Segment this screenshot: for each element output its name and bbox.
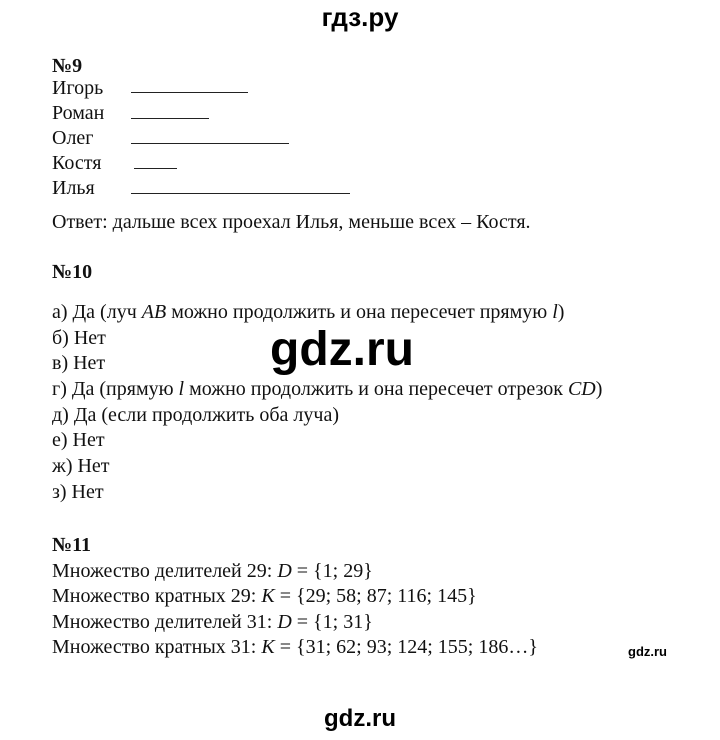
task10-item-v: в) Нет xyxy=(52,352,106,374)
task11-line xyxy=(52,637,538,657)
line-label: Множество кратных 29: xyxy=(52,585,262,607)
variable: l xyxy=(178,378,185,400)
task10-item-zh: ж) Нет xyxy=(52,455,110,477)
line-label: Множество делителей 29: xyxy=(52,560,278,582)
distance-line-kostya xyxy=(134,168,177,169)
task9-title: №9 xyxy=(52,55,83,77)
distance-line-roman xyxy=(131,118,209,119)
task9-name-ilya: Илья xyxy=(52,177,95,199)
distance-line-ilya xyxy=(131,193,350,194)
task11-line xyxy=(52,612,373,632)
item-text: г) Да (прямую xyxy=(52,378,179,400)
item-text: ) xyxy=(557,301,565,323)
variable: l xyxy=(552,301,558,323)
watermark-small: gdz.ru xyxy=(628,644,667,659)
variable: AB xyxy=(141,301,167,323)
set-value: = {31; 62; 93; 124; 155; 186…} xyxy=(274,636,538,658)
variable: D xyxy=(277,560,292,582)
task11-line xyxy=(52,586,477,606)
task9-name-roman: Роман xyxy=(52,102,105,124)
watermark-center: gdz.ru xyxy=(270,323,414,376)
item-text: можно продолжить и она пересечет прямую xyxy=(166,301,553,323)
line-label: Множество делителей 31: xyxy=(52,611,278,633)
task11-title: №11 xyxy=(52,534,91,556)
variable: K xyxy=(261,636,275,658)
set-value: = {29; 58; 87; 116; 145} xyxy=(274,585,477,607)
variable: CD xyxy=(567,378,596,400)
item-text: можно продолжить и она пересечет отрезок xyxy=(184,378,568,400)
task10-item-e: е) Нет xyxy=(52,429,105,451)
task9-name-oleg: Олег xyxy=(52,127,94,149)
site-title: гдз.ру xyxy=(321,2,399,32)
variable: D xyxy=(277,611,292,633)
task10-item-b: б) Нет xyxy=(52,327,106,349)
task11-line xyxy=(52,561,373,581)
distance-line-oleg xyxy=(131,143,289,144)
task9-answer: Ответ: дальше всех проехал Илья, меньше всех – Костя. xyxy=(52,211,531,233)
item-text: ) xyxy=(595,378,603,400)
variable: K xyxy=(261,585,275,607)
line-label: Множество кратных 31: xyxy=(52,636,262,658)
watermark-footer: gdz.ru xyxy=(324,705,396,732)
set-value: = {1; 31} xyxy=(291,611,373,633)
task9-name-kostya: Костя xyxy=(52,152,102,174)
task9-name-igor: Игорь xyxy=(52,77,104,99)
task10-title: №10 xyxy=(52,261,93,283)
item-text: а) Да (луч xyxy=(52,301,142,323)
task10-item-a xyxy=(52,302,564,322)
task10-item-g xyxy=(52,379,602,399)
set-value: = {1; 29} xyxy=(291,560,373,582)
distance-line-igor xyxy=(131,92,248,93)
task10-item-z: з) Нет xyxy=(52,481,104,503)
task10-item-d: д) Да (если продолжить оба луча) xyxy=(52,404,339,426)
